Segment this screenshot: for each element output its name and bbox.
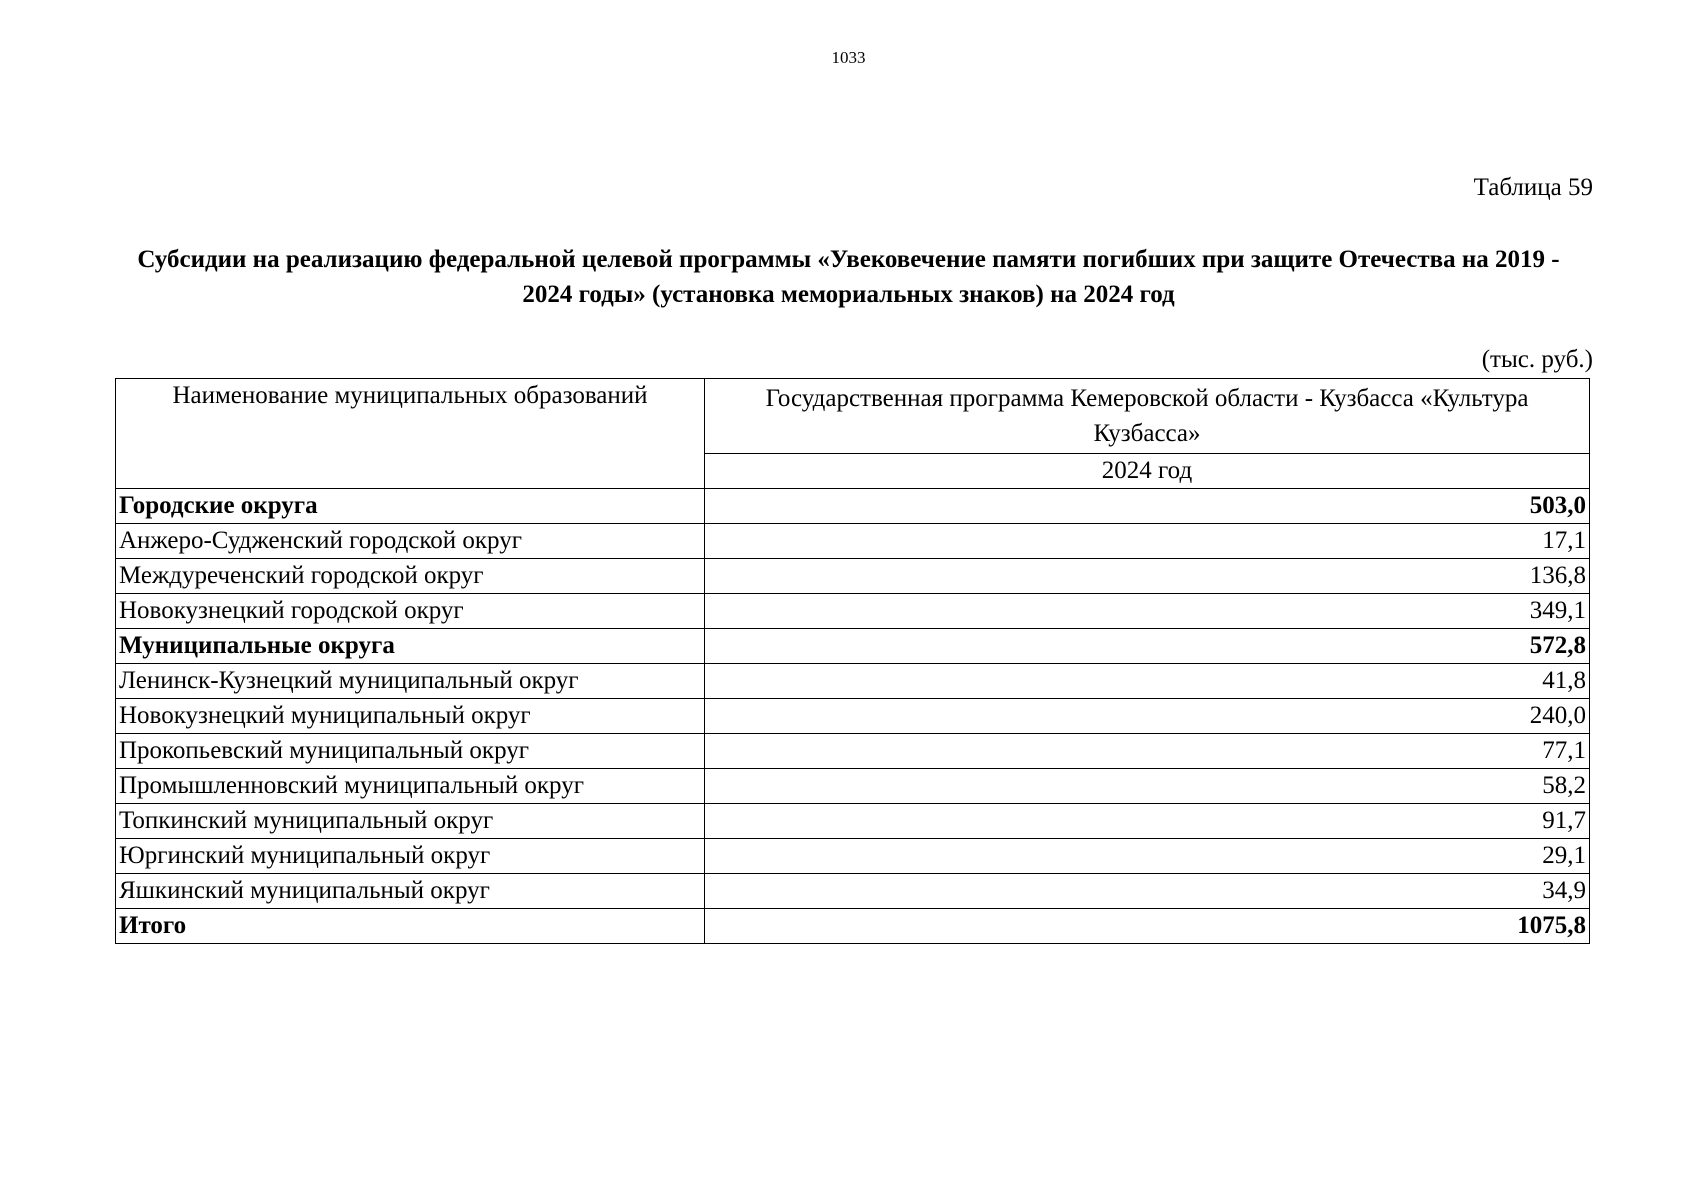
- units-label: (тыс. руб.): [1481, 346, 1593, 373]
- row-value: 34,9: [705, 874, 1590, 909]
- row-name: Междуреченский городской округ: [116, 559, 705, 594]
- table-row: [116, 559, 1590, 594]
- row-name: Юргинский муниципальный округ: [116, 839, 705, 874]
- subsidies-table: [115, 378, 1590, 944]
- row-name: Топкинский муниципальный округ: [116, 804, 705, 839]
- row-name: Яшкинский муниципальный округ: [116, 874, 705, 909]
- table-row: [116, 769, 1590, 804]
- row-value: 77,1: [705, 734, 1590, 769]
- table-row: [116, 629, 1590, 664]
- row-name: Новокузнецкий городской округ: [116, 594, 705, 629]
- row-name: Новокузнецкий муниципальный округ: [116, 699, 705, 734]
- row-name: Промышленновский муниципальный округ: [116, 769, 705, 804]
- row-value: 349,1: [705, 594, 1590, 629]
- row-name: Муниципальные округа: [116, 629, 705, 664]
- page-number: 1033: [831, 48, 866, 67]
- row-value: 572,8: [705, 629, 1590, 664]
- row-value: 29,1: [705, 839, 1590, 874]
- table-row-total: [116, 909, 1590, 944]
- row-value: 240,0: [705, 699, 1590, 734]
- table-row: [116, 839, 1590, 874]
- document-title: Субсидии на реализацию федеральной целевой программы «Увековечение памяти погибших при защите Отечества на 2019 - 2024 годы» (установка мемориальных знаков) на 2024 год: [137, 246, 1560, 308]
- row-name: Анжеро-Судженский городской округ: [116, 524, 705, 559]
- row-value: 17,1: [705, 524, 1590, 559]
- row-value: 136,8: [705, 559, 1590, 594]
- table-row: [116, 524, 1590, 559]
- row-name: Городские округа: [116, 489, 705, 524]
- row-value: 1075,8: [705, 909, 1590, 944]
- table-row: [116, 664, 1590, 699]
- header-municipality-name: Наименование муниципальных образований: [116, 379, 705, 489]
- header-year: 2024 год: [705, 454, 1590, 489]
- row-name: Ленинск-Кузнецкий муниципальный округ: [116, 664, 705, 699]
- table-row: [116, 734, 1590, 769]
- table-label: Таблица 59: [1473, 174, 1593, 201]
- table-row: [116, 594, 1590, 629]
- row-name: Итого: [116, 909, 705, 944]
- row-value: 91,7: [705, 804, 1590, 839]
- header-program: Государственная программа Кемеровской области - Кузбасса «Культура Кузбасса»: [705, 379, 1590, 454]
- table-row: [116, 699, 1590, 734]
- row-name: Прокопьевский муниципальный округ: [116, 734, 705, 769]
- row-value: 503,0: [705, 489, 1590, 524]
- table-body: [116, 489, 1590, 944]
- table-row: [116, 489, 1590, 524]
- table-row: [116, 804, 1590, 839]
- row-value: 41,8: [705, 664, 1590, 699]
- row-value: 58,2: [705, 769, 1590, 804]
- table-row: [116, 874, 1590, 909]
